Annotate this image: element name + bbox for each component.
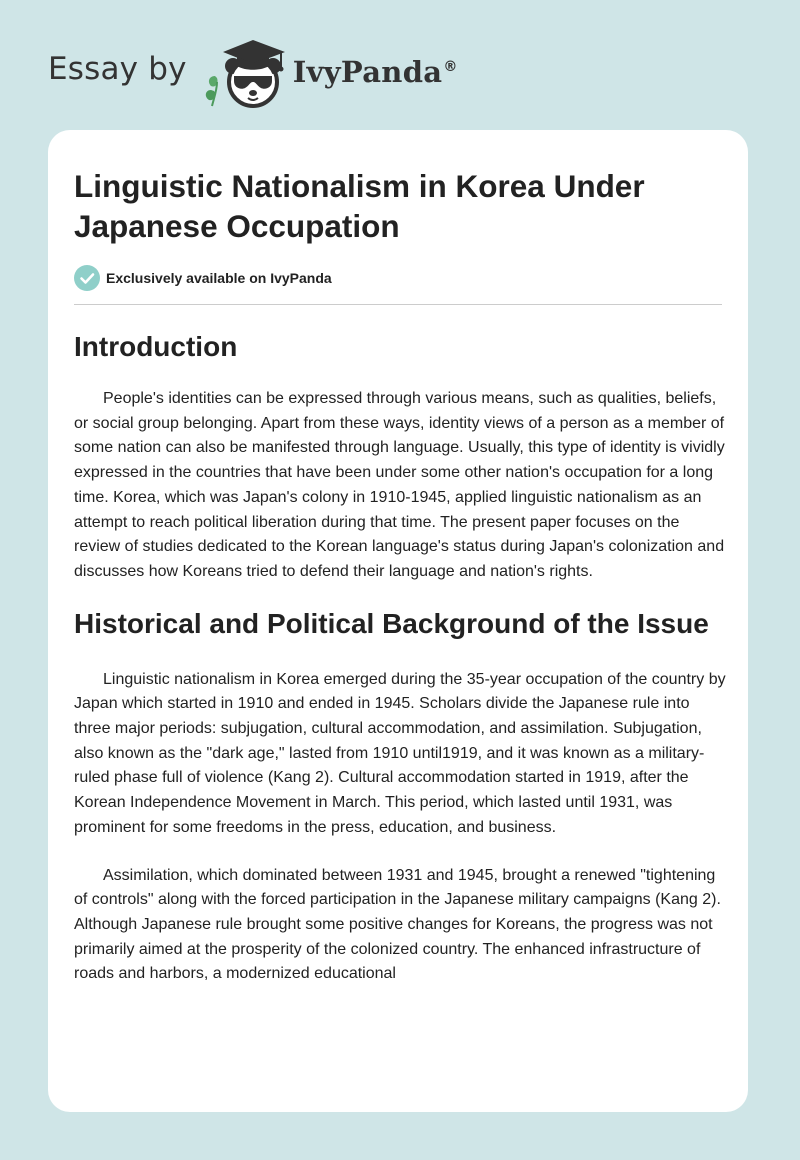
essay-card <box>48 130 748 1112</box>
paragraph: People's identities can be expressed through various means, such as qualities, beliefs, or social group belonging. Apart from these ways, identity views of a person as a member of some nation can also be manifested through language. Usually, this type of identity is vividly expressed in the countries that have been under some other nation's occupation for a long time. Korea, which was Japan's colony in 1910-1945, applied linguistic nationalism as an attempt to reach political liberation during that time. The present paper focuses on the review of studies dedicated to the Korean language's status during Japan's colonization and discusses how Koreans tried to defend their language and nation's rights. <box>74 390 725 580</box>
paragraph: Linguistic nationalism in Korea emerged during the 35-year occupation of the country by Japan which started in 1910 and ended in 1945. Scholars divide the Japanese rule into three major periods: subjugation, cultural accommodation, and assimilation. Subjugation, also known as the "dark age," lasted from 1910 until1919, and it was known as a military-ruled phase full of violence (Kang 2). Cultural accommodation started in 1919, after the Korean Independence Movement in March. This period, which lasted until 1931, was prominent for some freedoms in the press, education, and business. <box>74 670 726 836</box>
essay-by-label: Essay by <box>48 51 187 87</box>
registered-mark: ® <box>443 59 458 76</box>
section-heading-background: Historical and Political Background of the Issue <box>74 607 709 639</box>
brand-header <box>48 30 458 110</box>
panda-logo-icon[interactable] <box>201 30 293 110</box>
divider <box>74 304 722 305</box>
paragraph: Assimilation, which dominated between 1931 and 1945, brought a renewed "tightening of controls" along with the forced participation in the Japanese military campaigns (Kang 2). Although Japanese rule brought some positive changes for Koreans, the progress was not primarily aimed at the prosperity of the colonized country. The enhanced infrastructure of roads and harbors, a modernized educational <box>74 866 721 983</box>
check-icon <box>74 265 100 291</box>
brand-name[interactable] <box>293 55 458 89</box>
exclusive-badge <box>74 264 722 292</box>
section-heading-introduction: Introduction <box>74 331 238 362</box>
essay-title: Linguistic Nationalism in Korea Under Japanese Occupation <box>74 168 645 244</box>
brand-name-text: IvyPanda <box>292 55 443 89</box>
exclusive-label: Exclusively available on IvyPanda <box>106 270 332 286</box>
